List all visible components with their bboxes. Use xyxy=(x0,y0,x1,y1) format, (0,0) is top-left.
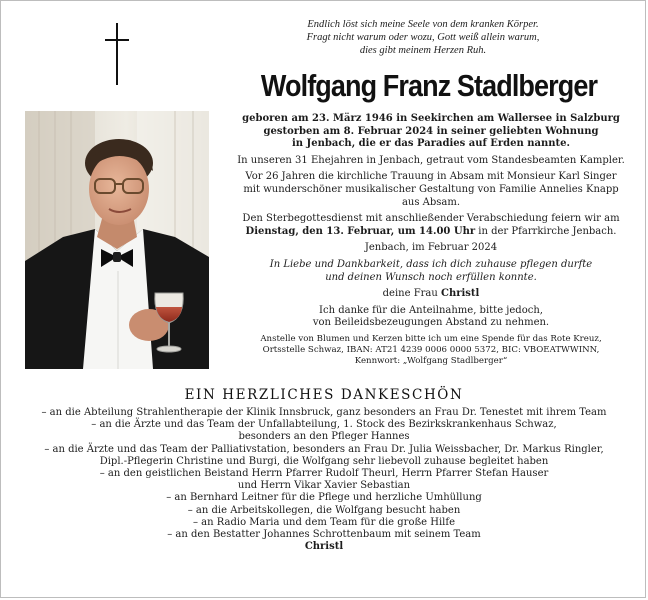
deceased-name: Wolfgang Franz Stadlberger xyxy=(260,69,598,103)
condolence-line: Ich danke für die Anteilnahme, bitte jedoch, xyxy=(319,304,543,316)
thanks-item: und Herrn Vikar Xavier Sebastian xyxy=(237,480,411,492)
signature: Christl xyxy=(304,541,344,553)
service-place: in der Pfarrkirche Jenbach. xyxy=(475,225,617,237)
thanks-item: – an den geistlichen Beistand Herrn Pfarrer Rudolf Theurl, Herrn Pfarrer Stefan Hauser xyxy=(99,468,549,480)
death-place-line: in Jenbach, die er das Paradies auf Erden nannte. xyxy=(291,138,571,150)
love-line: und deinen Wunsch noch erfüllen konnte. xyxy=(325,271,537,283)
thanks-item: Dipl.-Pflegerin Christine und Burgi, die Wolfgang sehr liebevoll zuhause begleitet haben xyxy=(99,455,549,467)
portrait-photo xyxy=(25,111,209,369)
love-line: In Liebe und Dankbarkeit, dass ich dich zuhause pflegen durfte xyxy=(269,258,593,270)
donation-line: Ortsstelle Schwaz, IBAN: AT21 4239 0006 0000 5372, BIC: VBOEATWWINN, xyxy=(262,344,600,355)
donation-line: Kennwort: „Wolfgang Stadlberger“ xyxy=(354,355,508,366)
wedding-line: Vor 26 Jahren die kirchliche Trauung in Absam mit Monsieur Karl Singer xyxy=(245,171,617,183)
cross-icon xyxy=(105,23,129,85)
motto-line: Endlich löst sich meine Seele von dem kranken Körper. xyxy=(307,19,539,30)
service-line: Den Sterbegottesdienst mit anschließender Verabschiedung feiern wir am xyxy=(242,213,620,225)
place-date: Jenbach, im Februar 2024 xyxy=(364,242,498,254)
wedding-line: mit wunderschöner musikalischer Gestaltung von Familie Annelies Knapp xyxy=(243,183,619,195)
thanks-item: besonders an den Pfleger Hannes xyxy=(238,431,410,443)
motto-verse xyxy=(233,18,613,57)
wife-name: Christl xyxy=(441,288,480,300)
thanks-item: – an den Bestatter Johannes Schrottenbaum mit seinem Team xyxy=(167,529,481,541)
marriage-line: In unseren 31 Ehejahren in Jenbach, getraut vom Standesbeamten Kampler. xyxy=(237,154,625,166)
thanks-item: – an die Abteilung Strahlentherapie der Klinik Innsbruck, ganz besonders an Frau Dr. Tenestet mit ihrem Team xyxy=(41,407,607,418)
obituary-text xyxy=(225,113,637,367)
wedding-line: aus Absam. xyxy=(401,196,461,208)
thanks-item: – an Bernhard Leitner für die Pflege und herzliche Umhüllung xyxy=(166,492,482,504)
thanks-item: – an Radio Maria und dem Team für die große Hilfe xyxy=(193,516,455,528)
thanks-item: – an die Arbeitskollegen, die Wolfgang besucht haben xyxy=(187,504,461,516)
condolence-line: von Beileidsbezeugungen Abstand zu nehmen. xyxy=(312,317,550,329)
service-date: Dienstag, den 13. Februar, um 14.00 Uhr xyxy=(245,225,476,237)
birth-line: geboren am 23. März 1946 in Seekirchen am Wallersee in Salzburg xyxy=(242,113,620,124)
service-date-line xyxy=(225,226,637,239)
motto-line: dies gibt meinem Herzen Ruh. xyxy=(359,45,487,56)
thanks-item: – an die Ärzte und das Team der Palliativstation, besonders an Frau Dr. Julia Weissbacher, Dr. Markus Ringler, xyxy=(44,443,604,455)
wife-prefix: deine Frau xyxy=(382,288,441,300)
donation-line: Anstelle von Blumen und Kerzen bitte ich um eine Spende für das Rote Kreuz, xyxy=(260,333,602,344)
thanks-list xyxy=(1,407,647,553)
death-line: gestorben am 8. Februar 2024 in seiner geliebten Wohnung xyxy=(263,125,599,137)
thanks-item: – an die Ärzte und das Team der Unfallabteilung, 1. Stock des Bezirkskrankenhaus Schwaz, xyxy=(91,419,557,431)
motto-line: Fragt nicht warum oder wozu, Gott weiß allein warum, xyxy=(306,32,540,43)
thanks-heading: EIN HERZLICHES DANKESCHÖN xyxy=(184,387,464,403)
wife-line xyxy=(225,288,637,301)
